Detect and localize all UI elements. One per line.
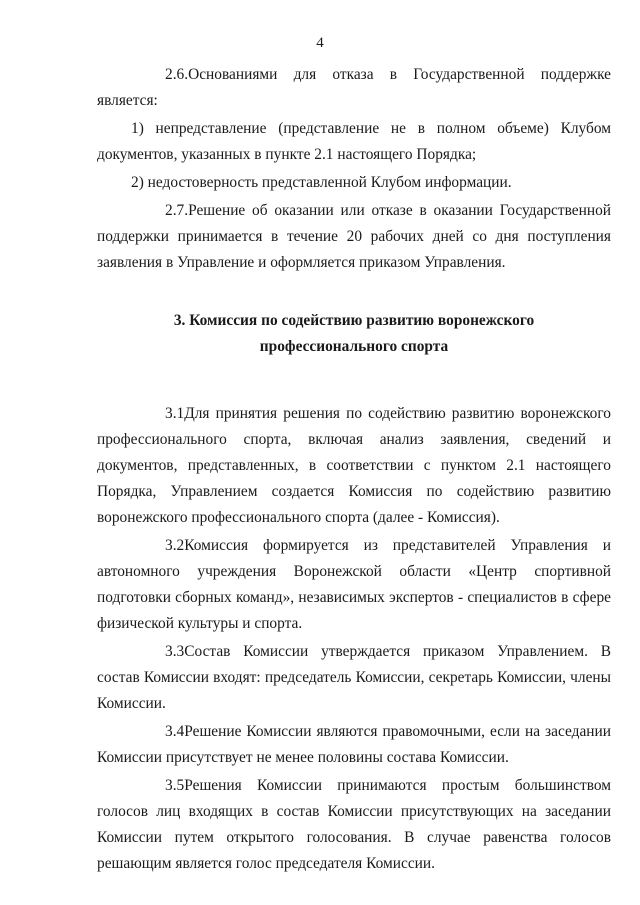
paragraph-number: 3.5 (165, 777, 185, 794)
paragraph-2-6-item-2 (97, 170, 611, 196)
section-heading-line-2: профессионального спорта (259, 338, 449, 355)
paragraph-number: 2.6. (165, 66, 189, 83)
page-number: 4 (316, 35, 324, 51)
paragraph-2-7 (97, 198, 611, 276)
paragraph-number: 3.2 (165, 537, 185, 554)
paragraph-text: Решения Комиссии принимаются простым большинством голосов лиц входящих в состав Комиссии присутствующих на заседании Комиссии путем открытого голосования. В случае равенства голосов решающим является голос председателя Комиссии. (97, 777, 611, 872)
document-body (97, 62, 611, 877)
paragraph-number: 3.4 (165, 723, 185, 740)
paragraph-text: Основаниями для отказа в Государственной поддержке является: (97, 66, 611, 109)
paragraph-text: Состав Комиссии утверждается приказом Управлением. В состав Комиссии входят: председатель Комиссии, секретарь Комиссии, члены Комиссии. (97, 643, 611, 712)
paragraph-text: Для принятия решения по содействию развитию воронежского профессионального спорта, включая анализ заявления, сведений и документов, представленных, в соответствии с пунктом 2.1 настоящего Порядка, Управлением создается Комиссия по содействию развитию воронежского профессионального спорта (далее - Комиссия). (97, 405, 611, 526)
paragraph-text: Решение об оказании или отказе в оказании Государственной поддержки принимается в течение 20 рабочих дней со дня поступления заявления в Управление и оформляется приказом Управления. (97, 202, 611, 271)
paragraph-number: 3.1 (165, 405, 185, 422)
paragraph-2-6-item-1 (97, 116, 611, 168)
section-heading-line-1: 3. Комиссия по содействию развитию воронежского (173, 312, 535, 329)
paragraph-text: Решение Комиссии являются правомочными, если на заседании Комиссии присутствует не менее половины состава Комиссии. (97, 723, 611, 766)
paragraph-3-1 (97, 401, 611, 531)
paragraph-3-5 (97, 773, 611, 877)
section-heading (97, 308, 611, 360)
paragraph-number: 2.7. (165, 202, 189, 219)
paragraph-text: 2) недостоверность представленной Клубом информации. (131, 174, 512, 191)
paragraph-number: 3.3 (165, 643, 185, 660)
paragraph-text: Комиссия формируется из представителей Управления и автономного учреждения Воронежской области «Центр спортивной подготовки сборных команд», независимых экспертов - специалистов в сфере физической культуры и спорта. (97, 537, 611, 632)
paragraph-3-3 (97, 639, 611, 717)
paragraph-3-2 (97, 533, 611, 637)
paragraph-text: 1) непредставление (представление не в полном объеме) Клубом документов, указанных в пункте 2.1 настоящего Порядка; (97, 120, 611, 163)
paragraph-2-6 (97, 62, 611, 114)
paragraph-3-4 (97, 719, 611, 771)
